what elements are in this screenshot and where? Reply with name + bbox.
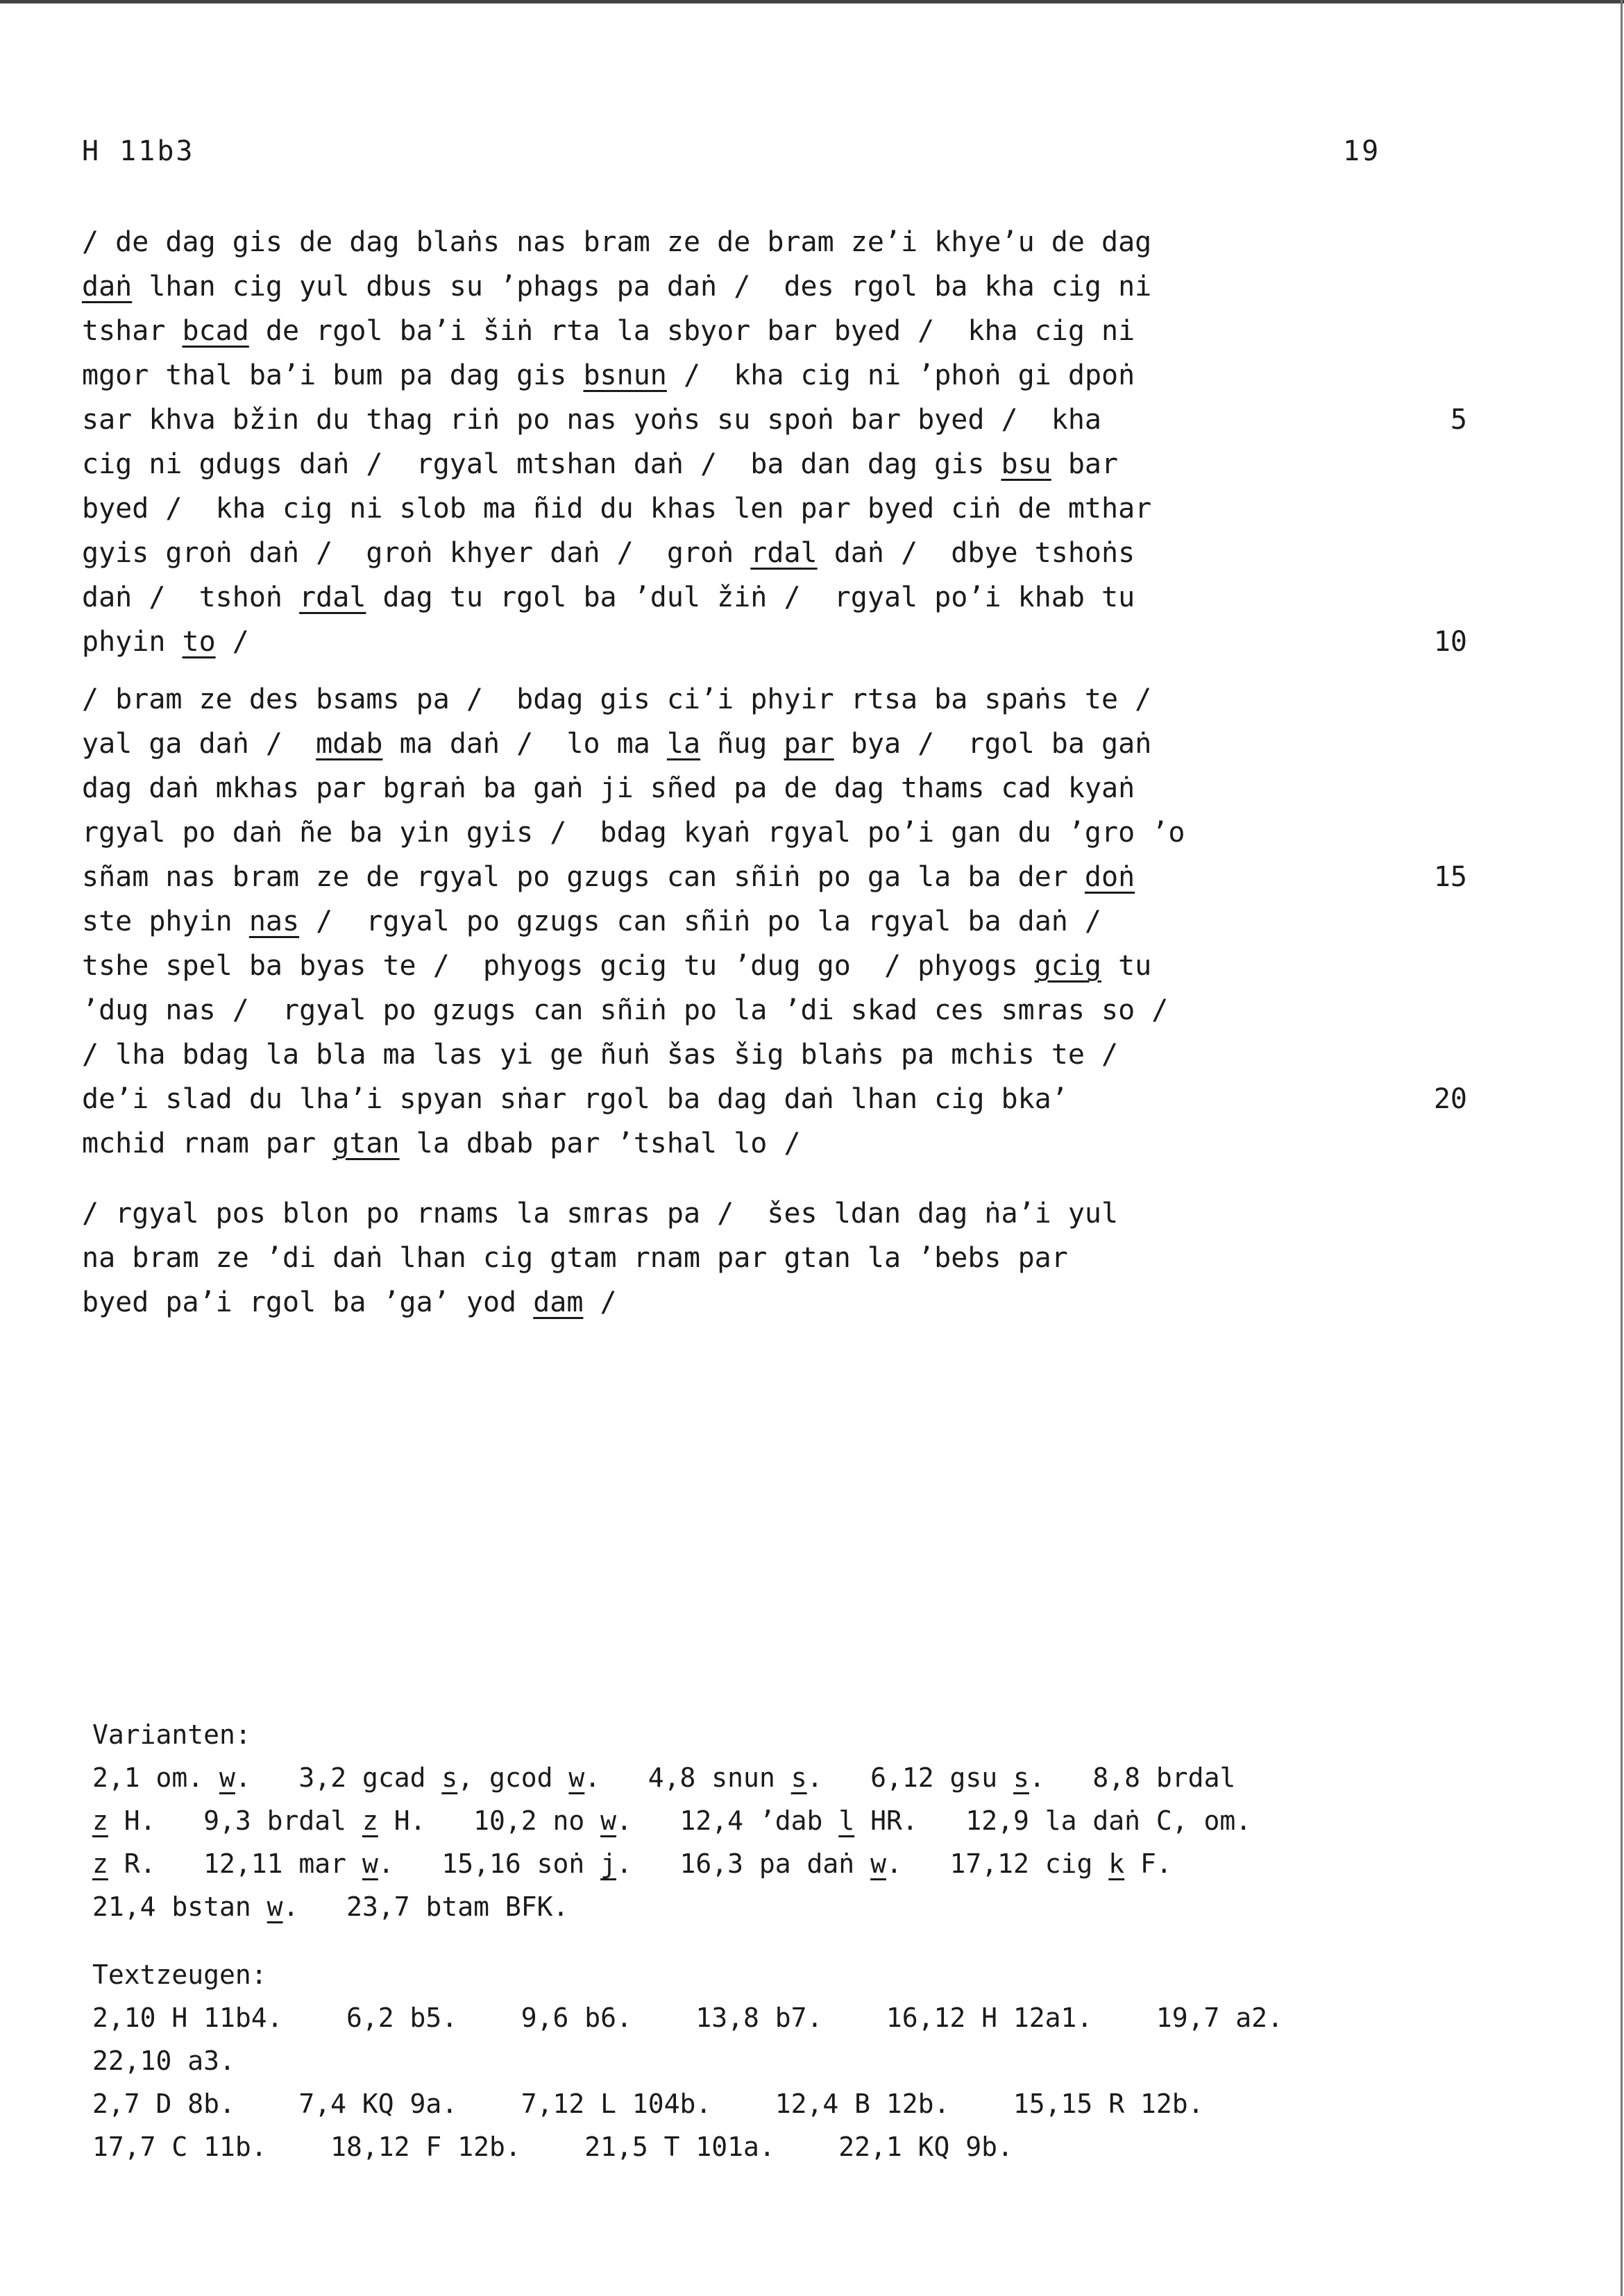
- text-segment: / bram ze des bsams pa / bdag gis ci’i phyir rtsa ba spaṅs te /: [82, 683, 1152, 715]
- text-line: [82, 944, 1345, 988]
- text-segment: HR. 12,9 la daṅ C, om.: [854, 1805, 1252, 1836]
- text-segment: 22,10 a3.: [92, 2046, 235, 2076]
- text-segment: na bram ze ’di daṅ lhan cig gtam rnam par gtan la ’bebs par: [82, 1242, 1068, 1274]
- text-segment: tshar: [82, 315, 183, 347]
- text-segment: tshe spel ba byas te / phyogs gcig tu ’dug go / phyogs: [82, 950, 1035, 982]
- text-segment: daṅ / tshoṅ: [82, 581, 300, 613]
- manuscript-sigla: H 11b3: [82, 135, 195, 167]
- text-segment: F.: [1124, 1848, 1172, 1879]
- text-segment: lhan cig yul dbus su ’phags pa daṅ / des rgol ba kha cig ni: [132, 271, 1152, 303]
- varianten-line: [92, 1885, 1411, 1928]
- text-segment: rgyal po daṅ ñe ba yin gyis / bdag kyaṅ rgyal po’i gan du ’gro ’o: [82, 817, 1185, 849]
- underlined-reading: l: [838, 1805, 855, 1836]
- varianten-line: [92, 1799, 1411, 1842]
- text-line: [82, 620, 1467, 664]
- text-segment: 21,4 bstan: [92, 1891, 267, 1922]
- text-segment: 2,1 om.: [92, 1762, 220, 1793]
- text-segment: mgor thal ba’i bum pa dag gis: [82, 359, 584, 391]
- text-line: [82, 220, 1345, 264]
- text-segment: . 12,4 ’dab: [616, 1805, 839, 1836]
- text-segment: / lha bdag la bla ma las yi ge ñuṅ šas šig blaṅs pa mchis te /: [82, 1039, 1119, 1071]
- text-segment: ma daṅ / lo ma: [382, 728, 667, 760]
- textzeugen-line: [92, 2125, 1411, 2168]
- underlined-reading: j: [600, 1848, 617, 1879]
- underlined-reading: rdal: [750, 537, 818, 569]
- text-segment: yal ga daṅ /: [82, 728, 316, 760]
- underlined-reading: rdal: [299, 581, 366, 613]
- text-segment: bar: [1051, 448, 1119, 480]
- varianten-line: [92, 1756, 1411, 1799]
- text-segment: daṅ / dbye tshoṅs: [817, 537, 1135, 569]
- textzeugen-heading: Textzeugen:: [92, 1959, 267, 1990]
- text-segment: byed pa’i rgol ba ’ga’ yod: [82, 1286, 534, 1318]
- varianten-lines: [92, 1756, 1411, 1928]
- varianten-heading: Varianten:: [92, 1719, 251, 1750]
- underlined-reading: nas: [248, 905, 300, 937]
- text-segment: H. 9,3 brdal: [108, 1805, 362, 1836]
- textzeugen-section: [92, 1953, 1411, 2168]
- text-line: [82, 1032, 1345, 1077]
- underlined-reading: dam: [533, 1286, 584, 1318]
- text-line: [82, 531, 1345, 575]
- text-segment: mchid rnam par: [82, 1128, 333, 1159]
- underlined-reading: z: [92, 1805, 108, 1836]
- text-segment: de’i slad du lha’i spyan sṅar rgol ba dag daṅ lhan cig bka’: [82, 1083, 1068, 1115]
- text-segment: . 15,16 soṅ: [378, 1848, 601, 1879]
- text-line: [82, 575, 1345, 620]
- text-line: [82, 677, 1345, 722]
- scan-edge-top: [0, 0, 1624, 3]
- text-segment: dag tu rgol ba ’dul žiṅ / rgyal po’i khab tu: [366, 581, 1135, 613]
- text-paragraph-2: [82, 677, 1467, 1166]
- text-segment: de rgol ba’i šiṅ rta la sbyor bar byed / kha cig ni: [248, 315, 1135, 347]
- line-number: 15: [1433, 861, 1467, 893]
- underlined-reading: bcad: [182, 315, 249, 347]
- text-segment: R. 12,11 mar: [108, 1848, 362, 1879]
- textzeugen-lines: [92, 1996, 1411, 2168]
- text-line: [82, 1121, 1345, 1166]
- underlined-reading: bsu: [1001, 448, 1051, 480]
- text-segment: / de dag gis de dag blaṅs nas bram ze de bram ze’i khye’u de dag: [82, 226, 1152, 258]
- text-line: [82, 486, 1345, 531]
- text-line: [82, 1191, 1345, 1236]
- text-line: [82, 1236, 1345, 1280]
- text-line: [82, 264, 1345, 309]
- text-segment: / kha cig ni ’phoṅ gi dpoṅ: [666, 359, 1135, 391]
- text-segment: /: [583, 1286, 617, 1318]
- text-line: [82, 899, 1345, 944]
- underlined-reading: w: [267, 1891, 283, 1922]
- underlined-reading: w: [362, 1848, 378, 1879]
- underlined-reading: doṅ: [1084, 861, 1135, 893]
- line-number: 5: [1450, 404, 1467, 436]
- underlined-reading: s: [1013, 1762, 1029, 1793]
- text-line: [82, 353, 1345, 398]
- text-segment: byed / kha cig ni slob ma ñid du khas len par byed ciṅ de mthar: [82, 493, 1152, 525]
- text-line: [82, 988, 1345, 1032]
- underlined-reading: z: [92, 1848, 108, 1879]
- underlined-reading: w: [568, 1762, 585, 1793]
- text-segment: bya / rgol ba gaṅ: [834, 728, 1152, 760]
- text-segment: /: [215, 626, 249, 658]
- varianten-section: [92, 1713, 1411, 1928]
- text-segment: phyin: [82, 626, 183, 658]
- textzeugen-line: [92, 1996, 1411, 2039]
- text-paragraph-3: [82, 1191, 1345, 1325]
- underlined-reading: la: [666, 728, 701, 760]
- text-line: [82, 722, 1345, 766]
- text-segment: gyis groṅ daṅ / groṅ khyer daṅ / groṅ: [82, 537, 751, 569]
- text-segment: . 8,8 brdal: [1029, 1762, 1236, 1793]
- text-segment: sñam nas bram ze de rgyal po gzugs can sñiṅ po ga la ba der: [82, 861, 1085, 893]
- text-segment: tu: [1101, 950, 1152, 982]
- text-segment: 2,10 H 11b4. 6,2 b5. 9,6 b6. 13,8 b7. 16,12 H 12a1. 19,7 a2.: [92, 2002, 1283, 2033]
- text-line: [82, 855, 1467, 899]
- text-segment: . 23,7 btam BFK.: [282, 1891, 569, 1922]
- text-segment: ’dug nas / rgyal po gzugs can sñiṅ po la ’di skad ces smras so /: [82, 994, 1169, 1026]
- underlined-reading: gcig: [1034, 950, 1102, 982]
- line-number: 20: [1433, 1083, 1467, 1115]
- text-segment: dag daṅ mkhas par bgraṅ ba gaṅ ji sñed pa de dag thams cad kyaṅ: [82, 772, 1135, 804]
- text-segment: . 3,2 gcad: [235, 1762, 442, 1793]
- text-segment: . 16,3 pa daṅ: [616, 1848, 871, 1879]
- text-segment: 2,7 D 8b. 7,4 KQ 9a. 7,12 L 104b. 12,4 B 12b. 15,15 R 12b.: [92, 2089, 1204, 2119]
- text-line: [82, 1280, 1345, 1325]
- text-line: [82, 442, 1345, 486]
- text-segment: la dbab par ’tshal lo /: [399, 1128, 801, 1159]
- underlined-reading: k: [1108, 1848, 1125, 1879]
- text-segment: , gcod: [457, 1762, 569, 1793]
- text-segment: . 6,12 gsu: [806, 1762, 1014, 1793]
- underlined-reading: s: [441, 1762, 458, 1793]
- underlined-reading: gtan: [332, 1128, 400, 1159]
- text-line: [82, 1077, 1467, 1121]
- underlined-reading: w: [600, 1805, 617, 1836]
- underlined-reading: w: [870, 1848, 886, 1879]
- text-segment: / rgyal pos blon po rnams la smras pa / šes ldan dag ṅa’i yul: [82, 1198, 1119, 1230]
- text-line: [82, 766, 1345, 810]
- text-segment: . 17,12 cig: [886, 1848, 1109, 1879]
- line-number: 10: [1433, 626, 1467, 658]
- textzeugen-line: [92, 2082, 1411, 2125]
- text-line: [82, 810, 1345, 855]
- varianten-line: [92, 1842, 1411, 1885]
- underlined-reading: daṅ: [82, 271, 133, 303]
- text-segment: sar khva bžin du thag riṅ po nas yoṅs su spoṅ bar byed / kha: [82, 404, 1102, 436]
- underlined-reading: s: [790, 1762, 807, 1793]
- text-segment: H. 10,2 no: [378, 1805, 601, 1836]
- text-segment: 17,7 C 11b. 18,12 F 12b. 21,5 T 101a. 22,1 KQ 9b.: [92, 2132, 1013, 2162]
- underlined-reading: bsnun: [583, 359, 667, 391]
- text-line: [82, 309, 1345, 353]
- text-segment: / rgyal po gzugs can sñiṅ po la rgyal ba daṅ /: [299, 905, 1102, 937]
- text-segment: cig ni gdugs daṅ / rgyal mtshan daṅ / ba dan dag gis: [82, 448, 1001, 480]
- underlined-reading: z: [362, 1805, 378, 1836]
- textzeugen-line: [92, 2039, 1411, 2082]
- text-paragraph-1: [82, 220, 1467, 664]
- text-segment: . 4,8 snun: [584, 1762, 791, 1793]
- scan-edge-right: [1621, 0, 1623, 2296]
- text-segment: ñug: [700, 728, 784, 760]
- underlined-reading: w: [219, 1762, 235, 1793]
- page-number: 19: [1343, 135, 1381, 167]
- underlined-reading: mdab: [316, 728, 383, 760]
- underlined-reading: to: [182, 626, 216, 658]
- text-segment: ste phyin: [82, 905, 249, 937]
- underlined-reading: par: [784, 728, 834, 760]
- text-line: [82, 398, 1467, 442]
